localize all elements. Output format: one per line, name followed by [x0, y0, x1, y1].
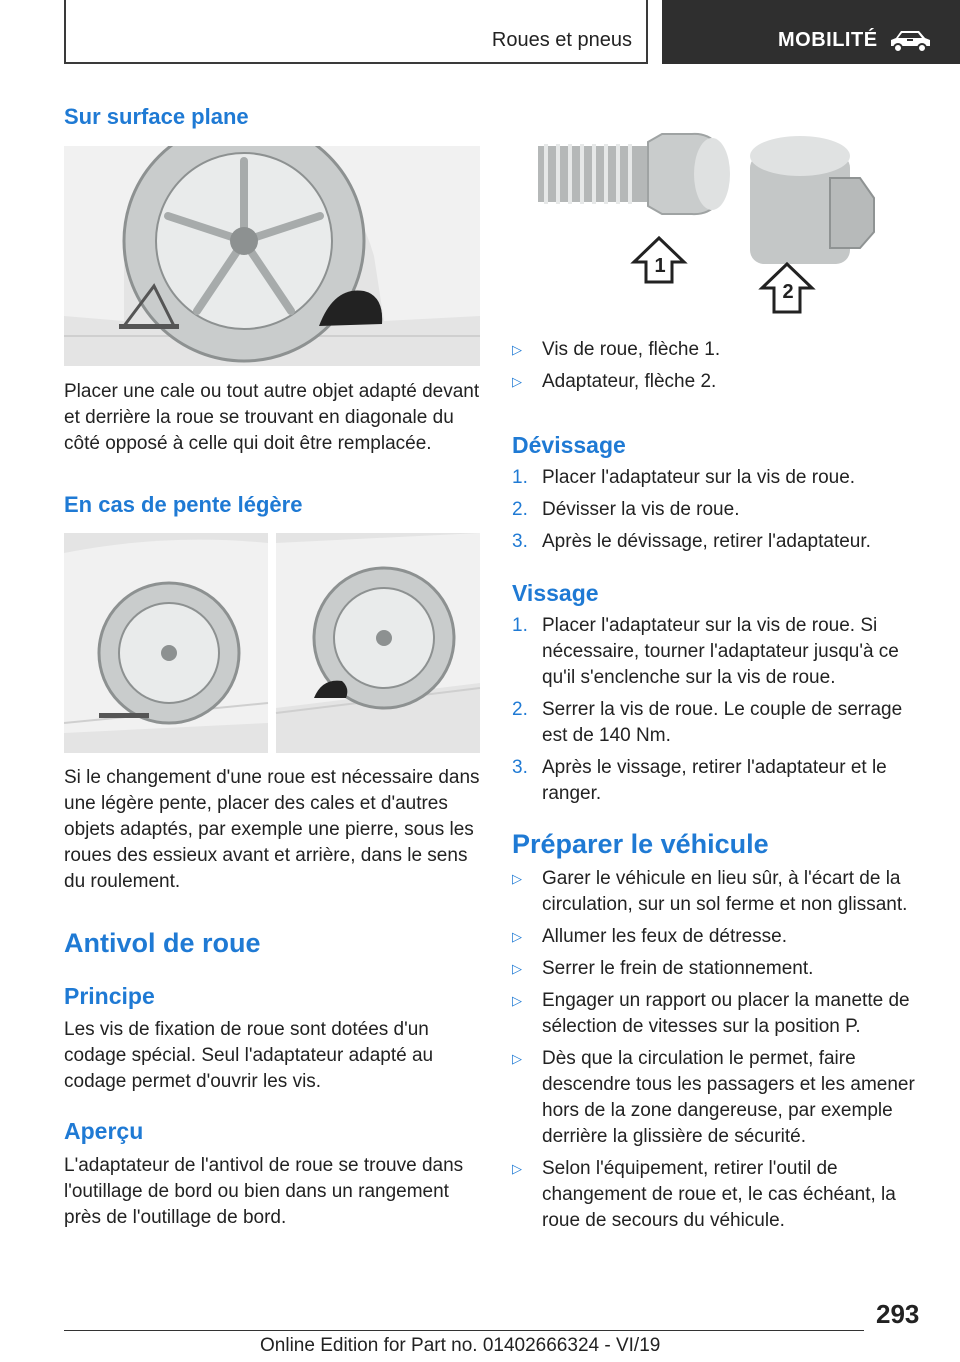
screwing-steps	[512, 613, 928, 807]
paragraph-overview: L'adaptateur de l'antivol de roue se trouve dans l'outillage de bord ou bien dans un rangement près de l'outillage de bord.	[64, 1155, 464, 1228]
figure-label-1: 1	[654, 255, 666, 277]
step-item: 2. Serrer la vis de roue. Le couple de serrage est de 140 Nm.	[512, 699, 903, 746]
header-section-box	[64, 0, 648, 64]
footer-edition: Online Edition for Part no. 01402666324 - VI/19	[260, 1335, 661, 1356]
triangle-bullet-icon: ▷	[512, 374, 522, 389]
paragraph-principle: Les vis de fixation de roue sont dotées d'un codage spécial. Seul l'adaptateur adapté au codage permet d'ouvrir les vis.	[64, 1019, 434, 1092]
step-item: 3. Après le vissage, retirer l'adaptateur et le ranger.	[512, 757, 887, 804]
header-section-title: Roues et pneus	[491, 29, 632, 51]
step-item: 3. Après le dévissage, retirer l'adaptateur.	[512, 531, 871, 552]
heading-slight-slope: En cas de pente légère	[64, 492, 303, 517]
prepare-item: ▷ Allumer les feux de détresse.	[512, 924, 928, 950]
figure-label-2: 2	[782, 281, 794, 303]
car-icon	[887, 28, 933, 54]
triangle-bullet-icon: ▷	[512, 871, 522, 886]
prepare-item: ▷ Engager un rapport ou placer la manette de sélection de vitesses sur la position P.	[512, 990, 910, 1037]
paragraph-slight-slope: Si le changement d'une roue est nécessaire dans une légère pente, placer des cales et d'autres objets adaptés, par exemple une pierre, sous les roues des essieux avant et arrière, dans le sens du roulement.	[64, 767, 480, 892]
header-chapter-title: MOBILITÉ	[778, 29, 878, 51]
figure-flat-surface	[64, 146, 480, 366]
figure-slight-slope	[64, 533, 480, 753]
prepare-item: ▷ Garer le véhicule en lieu sûr, à l'écart de la circulation, sur un sol ferme et non glissant.	[512, 868, 908, 915]
triangle-bullet-icon: ▷	[512, 342, 522, 357]
heading-principle: Principe	[64, 983, 155, 1009]
heading-screwing: Vissage	[512, 580, 599, 606]
heading-unscrewing: Dévissage	[512, 432, 626, 458]
prepare-vehicle-list	[512, 866, 928, 1234]
header-chapter-box	[662, 0, 960, 64]
prepare-item: ▷ Selon l'équipement, retirer l'outil de changement de roue et, le cas échéant, la roue de secours du véhicule.	[512, 1158, 896, 1231]
wheel-bolt-illustration	[538, 134, 730, 214]
heading-prepare-vehicle: Préparer le véhicule	[512, 829, 769, 859]
paragraph-flat-surface: Placer une cale ou tout autre objet adapté devant et derrière la roue se trouvant en diagonale du côté opposé à celle qui doit être remplacée.	[64, 381, 480, 454]
unscrewing-steps	[512, 465, 928, 555]
figure-bolt-adapter	[512, 120, 928, 328]
triangle-bullet-icon: ▷	[512, 993, 522, 1008]
heading-overview: Aperçu	[64, 1118, 144, 1144]
prepare-item: ▷ Serrer le frein de stationnement.	[512, 956, 928, 982]
heading-wheel-lock: Antivol de roue	[64, 928, 261, 958]
heading-flat-surface: Sur surface plane	[64, 104, 249, 129]
step-item: 2. Dévisser la vis de roue.	[512, 499, 740, 520]
triangle-bullet-icon: ▷	[512, 929, 522, 944]
footer-divider	[64, 1330, 864, 1331]
triangle-bullet-icon: ▷	[512, 1051, 522, 1066]
page-number: 293	[876, 1299, 920, 1329]
adapter-illustration	[750, 136, 874, 264]
triangle-bullet-icon: ▷	[512, 961, 522, 976]
legend-item: ▷ Adaptateur, flèche 2.	[512, 369, 928, 395]
triangle-bullet-icon: ▷	[512, 1161, 522, 1176]
step-item: 1. Placer l'adaptateur sur la vis de roue.	[512, 467, 856, 488]
prepare-item: ▷ Dès que la circulation le permet, faire descendre tous les passagers et les amener hors de la zone dangereuse, par exemple derrière la glissière de sécurité.	[512, 1048, 915, 1147]
figure-legend	[512, 337, 928, 395]
legend-item: ▷ Vis de roue, flèche 1.	[512, 337, 928, 363]
step-item: 1. Placer l'adaptateur sur la vis de roue. Si nécessaire, tourner l'adaptateur jusqu'à ce qu'il s'enclenche sur la vis de roue.	[512, 615, 899, 688]
